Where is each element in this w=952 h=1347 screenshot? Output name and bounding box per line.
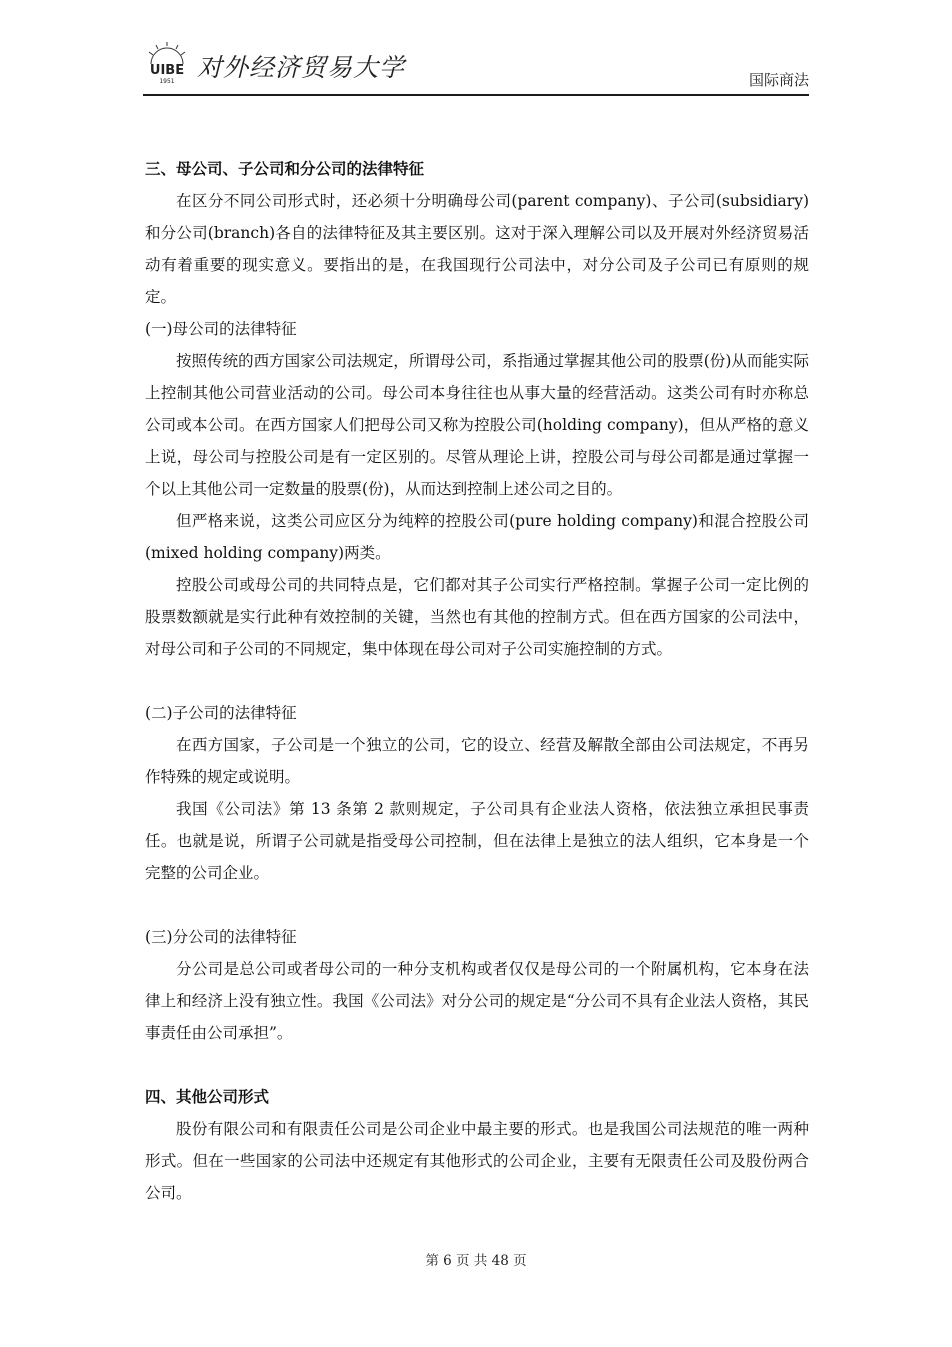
section3-heading: 三、母公司、子公司和分公司的法律特征 [145,160,425,178]
sub3-title: (三)分公司的法律特征 [145,928,297,946]
page-header [143,36,809,96]
section4-paragraph-1: 股份有限公司和有限责任公司是公司企业中最主要的形式。也是我国公司法规范的唯一两种形式。但在一些国家的公司法中还规定有其他形式的公司企业，主要有无限责任公司及股份两合公司。 [145,1120,809,1202]
university-logo [143,40,191,86]
section4-heading: 四、其他公司形式 [145,1088,270,1106]
university-name: 对外经济贸易大学 [197,53,406,82]
sub1-paragraph-1: 按照传统的西方国家公司法规定，所谓母公司，系指通过掌握其他公司的股票(份)从而能实际上控制其他公司营业活动的公司。母公司本身往往也从事大量的经营活动。这类公司有时亦称总公司或本公司。在西方国家人们把母公司又称为控股公司(holding company)，但从严格的意义上说，母公司与控股公司是有一定区别的。尽管从理论上讲，控股公司与母公司都是通过掌握一个以上其他公司一定数量的股票(份)，从而达到控制上述公司之目的。 [145,352,809,498]
spacer [145,889,809,921]
sub3-paragraph-1: 分公司是总公司或者母公司的一种分支机构或者仅仅是母公司的一个附属机构，它本身在法律上和经济上没有独立性。我国《公司法》对分公司的规定是“分公司不具有企业法人资格，其民事责任由公司承担”。 [145,960,809,1042]
section3-intro: 在区分不同公司形式时，还必须十分明确母公司(parent company)、子公司(subsidiary)和分公司(branch)各自的法律特征及其主要区别。这对于深入理解公司以及开展对外经济贸易活动有着重要的现实意义。要指出的是，在我国现行公司法中，对分公司及子公司已有原则的规定。 [145,192,809,306]
sub2-title: (二)子公司的法律特征 [145,704,297,722]
page-number: 第 6 页 共 48 页 [425,1253,527,1269]
logo-year: 1951 [159,78,175,85]
sub1-paragraph-3: 控股公司或母公司的共同特点是，它们都对其子公司实行严格控制。掌握子公司一定比例的股票数额就是实行此种有效控制的关键，当然也有其他的控制方式。但在西方国家的公司法中，对母公司和子公司的不同规定，集中体现在母公司对子公司实施控制的方式。 [145,576,809,658]
sub1-paragraph-2: 但严格来说，这类公司应区分为纯粹的控股公司(pure holding company)和混合控股公司(mixed holding company)两类。 [145,512,809,562]
document-body [145,153,809,1209]
course-title: 国际商法 [748,71,809,89]
sub2-paragraph-1: 在西方国家，子公司是一个独立的公司，它的设立、经营及解散全部由公司法规定，不再另作特殊的规定或说明。 [145,736,809,786]
spacer [145,665,809,697]
sub2-paragraph-2: 我国《公司法》第 13 条第 2 款则规定，子公司具有企业法人资格，依法独立承担民事责任。也就是说，所谓子公司就是指受母公司控制，但在法律上是独立的法人组织，它本身是一个完整的公司企业。 [145,800,809,882]
logo-text: UIBE [149,63,185,78]
spacer [145,1049,809,1081]
sub1-title: (一)母公司的法律特征 [145,320,297,338]
